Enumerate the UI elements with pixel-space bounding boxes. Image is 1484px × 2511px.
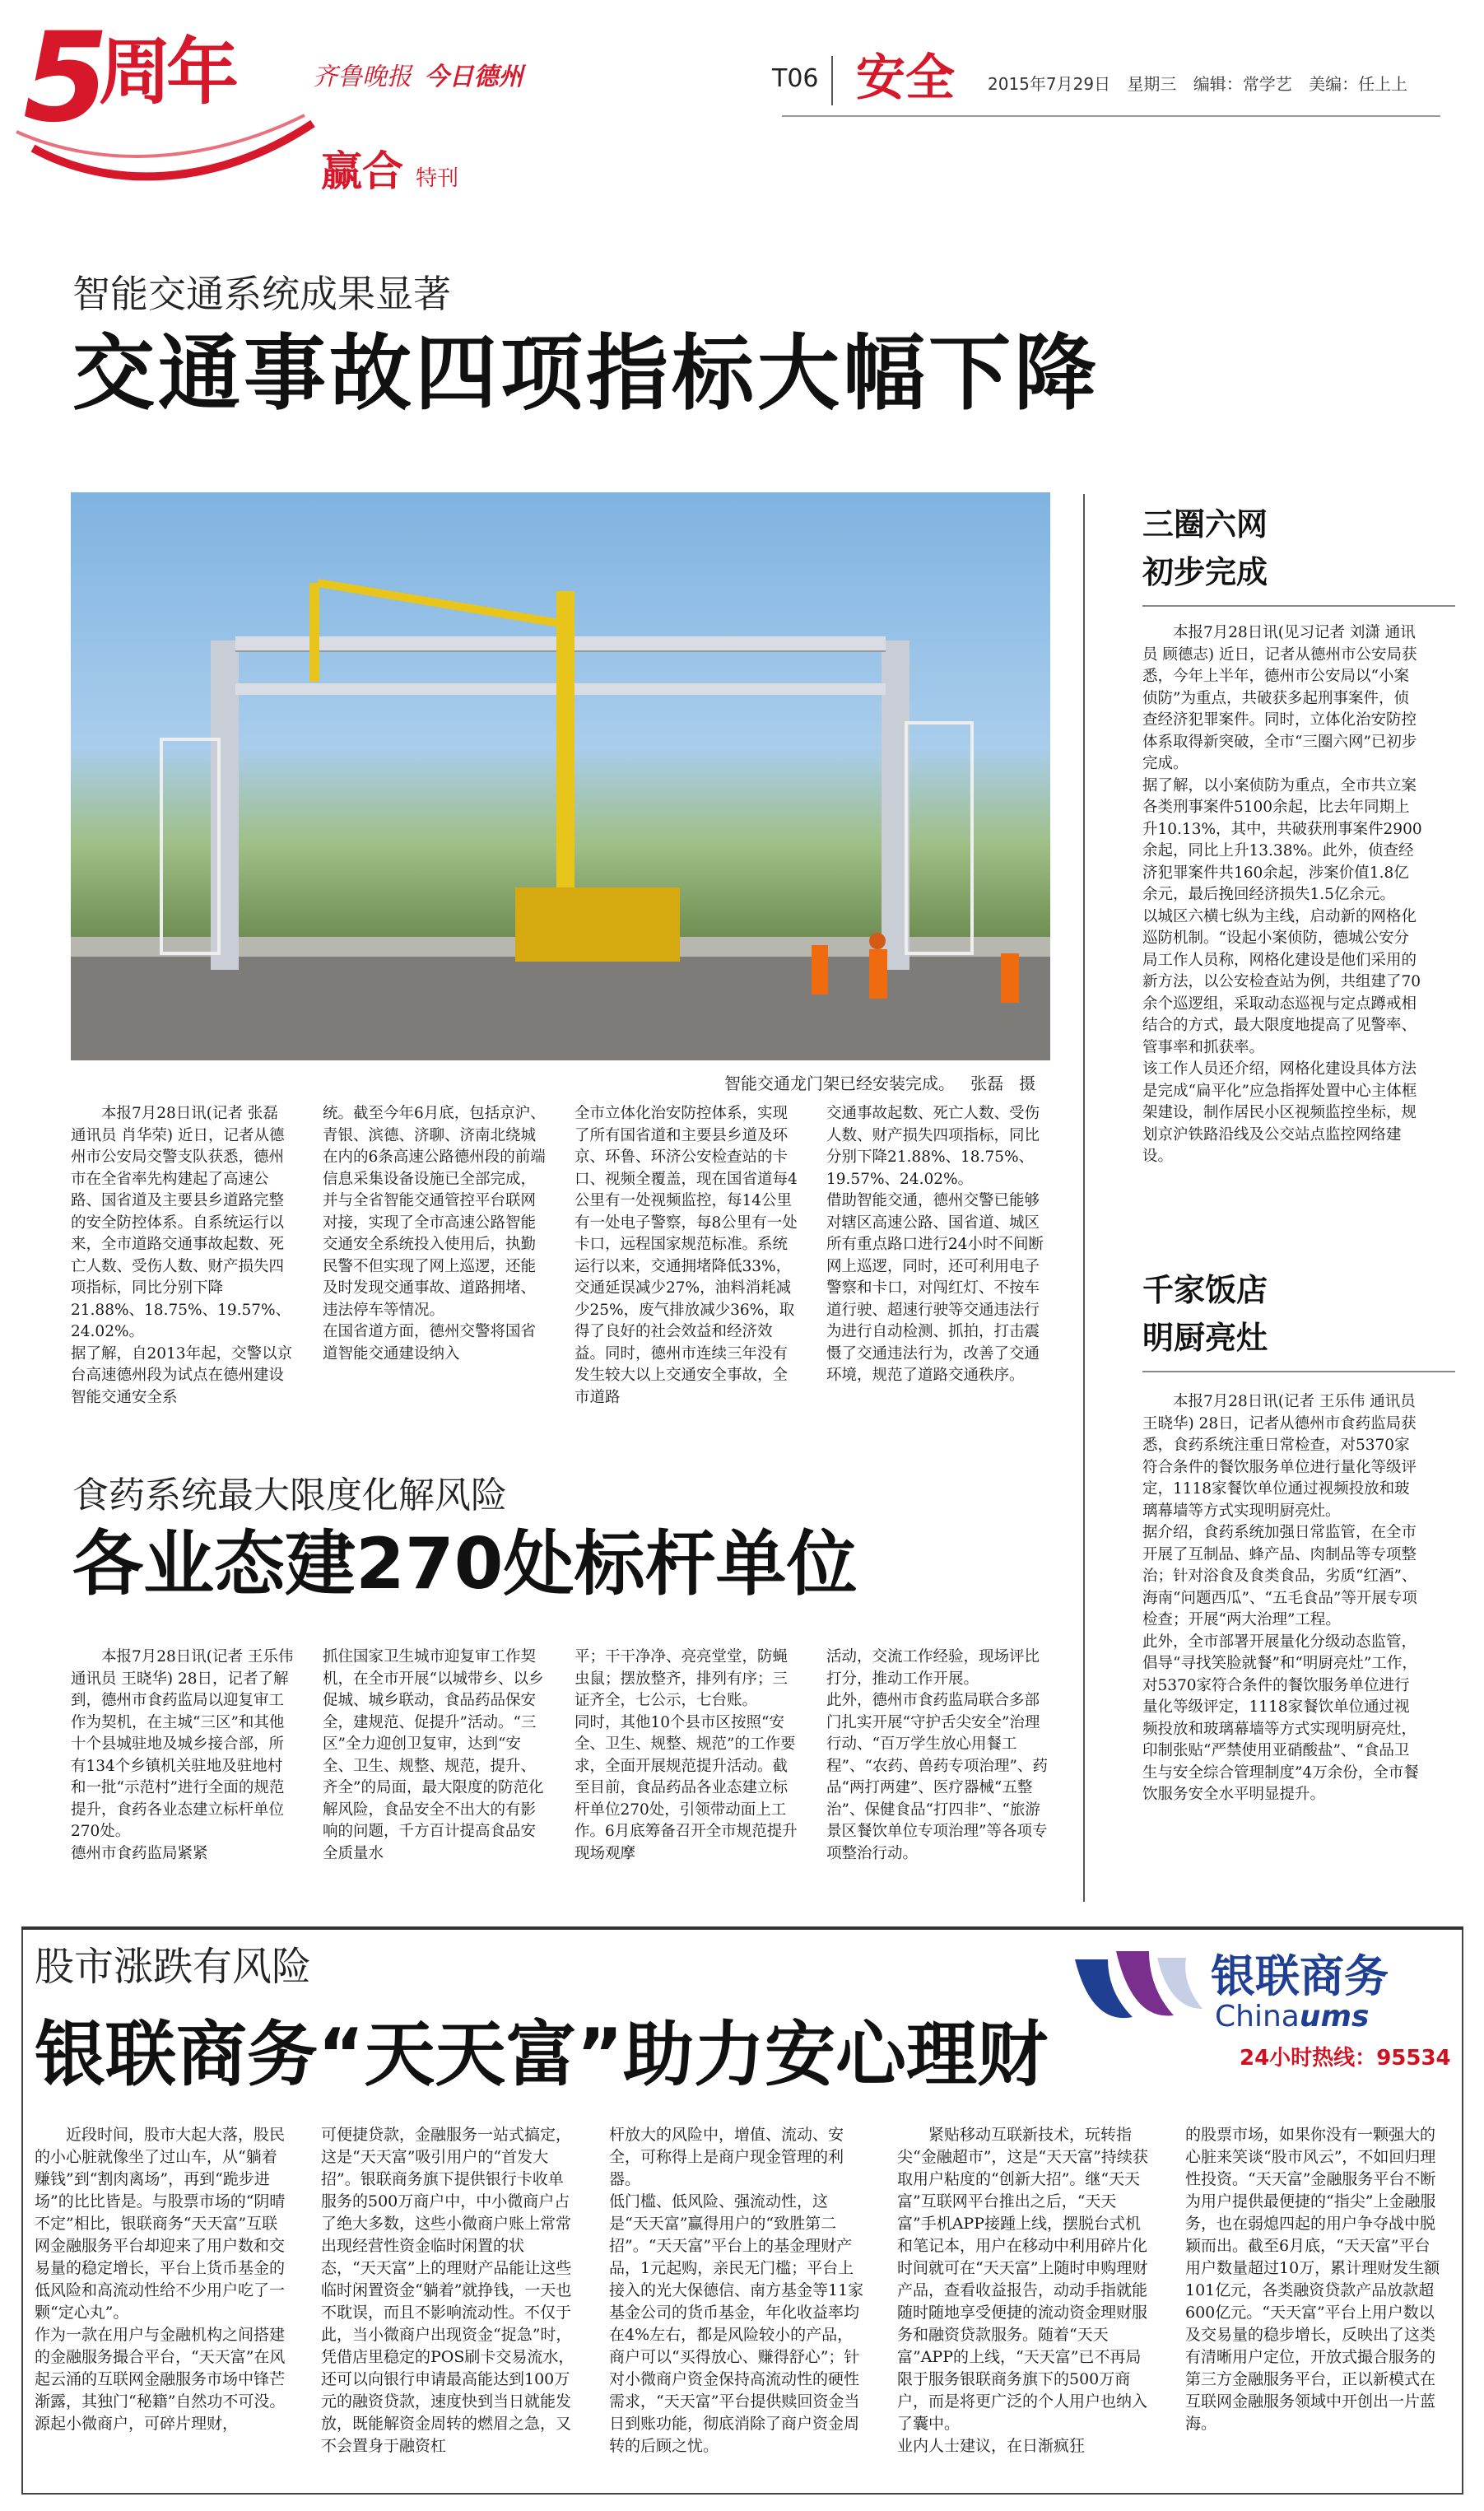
article2-col4 <box>826 1647 1050 1898</box>
gantry-illustration <box>71 492 1050 1060</box>
article2-col3-text: 平；干干净净、亮亮堂堂，防蝇虫鼠；摆放整齐，排列有序；三证齐全，七公示，七台账。 同时，其他10个县市区按照“安全、卫生、规整、规范”的工作要求，全面开展规范提升活动。截至目前，食品药品各业态建立标杆单位270处，引领带动面上工作。6月底筹备召开全市规范提升现场观摩 <box>575 1648 798 1862</box>
issue-date: 2015年7月29日 <box>988 74 1111 94</box>
masthead-rule <box>782 115 1440 117</box>
ad-col3 <box>609 2124 864 2486</box>
anniversary-digit: 5 <box>23 7 109 150</box>
article1-col2-text: 统。截至今年6月底，包括京沪、青银、滨德、济聊、济南北绕城在内的6条高速公路德州段的前端信息采集设备设施已全部完成，并与全省智能交通管控平台联网对接，实现了全市高速公路智能交通安全系统投入使用后，执勤民警不但实现了网上巡逻，还能及时发现交通事故、道路拥堵、违法停车等情况。 在国省道方面，德州交警将国省道智能交通建设纳入 <box>323 1105 546 1363</box>
sidebar2-headline-line2: 明厨亮灶 <box>1142 1320 1268 1356</box>
photo-caption: 智能交通龙门架已经安装完成。 张磊 摄 <box>724 1074 1036 1093</box>
section-name: 安全 <box>856 49 955 107</box>
article1-col2 <box>323 1103 547 1424</box>
sidebar1-headline-line2: 初步完成 <box>1142 554 1268 590</box>
sidebar1-rule <box>1142 605 1455 607</box>
ad-hotline-label: 24小时热线： <box>1240 2046 1377 2071</box>
ad-hotline <box>1240 2045 1451 2071</box>
sidebar1-headline <box>1142 501 1268 596</box>
ad-col4-text: 紧贴移动互联新技术，玩转指尖“金融超市”，这是“天天富”持续获取用户粘度的“创新大招”。继“天天富”互联网平台推出之后，“天天富”手机APP接踵上线，摆脱台式机和笔记本，用户在移动中利用碎片化时间就可在“天天富”上随时申购理财产品，查看收益报告，动动手指就能随时随地享受便捷的流动资金理财服务和融资贷款服务。随着“天天富”APP的上线，“天天富”已不再局限于服务银联商务旗下的500万商户，而是将更广泛的个人用户也纳入了囊中。 业内人士建议，在日渐疯狂 <box>897 2126 1148 2455</box>
traffic-gantry-photo <box>71 492 1050 1060</box>
article1-kicker: 智能交通系统成果显著 <box>72 272 451 316</box>
ad-col2-text: 可便捷贷款，金融服务一站式搞定，这是“天天富”吸引用户的“首发大招”。银联商务旗下提供银行卡收单服务的500万商户中，中小微商户占了绝大多数，这些小微商户账上常常出现经营性资金临时闲置的状态，“天天富”上的理财产品能让这些临时闲置资金“躺着”就挣钱，一天也不耽误，而且不影响流动性。不仅于此，当小微商户出现资金“捉急”时，凭借店里稳定的POS刷卡交易流水，还可以向银行申请最高能达到100万元的融资贷款，速度快到当日就能发放，既能解资金周转的燃眉之急，又不会置身于融资杠 <box>321 2126 575 2455</box>
sidebar2-body-text: 本报7月28日讯(记者 王乐伟 通讯员 王晓华) 28日，记者从德州市食药监局获悉，食药系统注重日常检查，对5370家符合条件的餐饮服务单位进行量化等级评定，1118家餐饮单位通过视频投放和玻璃幕墙等方式实现明厨亮灶。 据介绍，食药系统加强日常监管，在全市开展了互制品、蜂产品、肉制品等专项整治；针对浴食及食类食品，劣质“红酒”、海南“问题西瓜”、“五毛食品”等开展专项检查；开展“两大治理”工程。 此外，全市部署开展量化分级动态监管，倡导“寻找笑脸就餐”和“明厨亮灶”工作，对5370家符合条件的餐饮服务单位进行量化等级评定，1118家餐饮单位通过视频投放和玻璃幕墙等方式实现明厨亮灶，印制张贴“严禁使用亚硝酸盐”、“食品卫生与安全综合管理制度”4万余份，全市餐饮服务安全水平明显提升。 <box>1142 1393 1419 1803</box>
ums-brand-en-ums: ums <box>1299 2000 1370 2033</box>
article1-col3-text: 全市立体化治安防控体系，实现了所有国省道和主要县乡道及环京、环鲁、环济公安检查站的卡口、视频全覆盖，现在国省道每4公里有一处视频监控，每14公里有一处电子警察，每8公里有一处卡口，远程国家规范标准。系统运行以来，交通拥堵降低33%，交通延误减少27%，油料消耗减少25%，废气排放减少36%，取得了良好的社会效益和经济效益。同时，德州市连续三年没有发生较大以上交通安全事故，全市道路 <box>575 1105 798 1406</box>
ums-logo-mark <box>1067 1943 1207 2033</box>
ums-brand-en <box>1215 2001 1369 2033</box>
ad-kicker: 股市涨跌有风险 <box>35 1944 312 1990</box>
ad-col4 <box>897 2124 1152 2486</box>
sidebar-divider <box>1083 494 1085 1902</box>
article1-col1 <box>71 1103 295 1424</box>
issue-designer: 美编：任上上 <box>1309 74 1408 94</box>
sidebar2-headline-line1: 千家饭店 <box>1142 1272 1268 1308</box>
paper-name-text: 齐鲁晚报 <box>313 63 412 91</box>
article2-col2 <box>323 1647 547 1898</box>
ad-col5 <box>1185 2124 1445 2486</box>
issue-info <box>988 71 1407 95</box>
sidebar2-rule <box>1142 1371 1455 1372</box>
article1-col4-text: 交通事故起数、死亡人数、受伤人数、财产损失四项指标，同比分别下降21.88%、18.75%、19.57%、24.02%。 借助智能交通，德州交警已能够对辖区高速公路、国省道、城区所有重点路口进行24小时不间断网上巡逻，同时，还可利用电子警察和卡口，对闯红灯、不按车道行驶、超速行驶等交通违法行为进行自动检测、抓拍，打击震慑了交通违法行为，改善了交通环境，规范了道路交通秩序。 <box>826 1105 1044 1384</box>
ad-col2 <box>321 2124 576 2486</box>
masthead <box>0 0 1484 195</box>
sidebar1-headline-line1: 三圈六网 <box>1142 506 1268 543</box>
paper-name <box>313 56 523 92</box>
article1-col4 <box>826 1103 1050 1424</box>
article1-headline: 交通事故四项指标大幅下降 <box>72 325 1100 422</box>
ad-col3-text: 杆放大的风险中，增值、流动、安全，可称得上是商户现金管理的利器。 低门槛、低风险、强流动性，这是“天天富”赢得用户的“致胜第二招”。“天天富”平台上的基金理财产品，1元起购，亲民无门槛；平台上接入的光大保德信、南方基金等11家基金公司的货币基金，年化收益率均在4%左右，都是风险较小的产品，商户可以“买得放心、赚得舒心”；针对小微商户资金保持高流动性的硬性需求，“天天富”平台提供赎回资金当日到账功能，彻底消除了商户资金周转的后顾之忧。 <box>609 2126 864 2455</box>
ad-col1 <box>35 2124 290 2486</box>
ad-hotline-number: 95534 <box>1376 2046 1451 2071</box>
ad-headline: 银联商务“天天富”助力安心理财 <box>35 2014 1049 2096</box>
article2-col1-text: 本报7月28日讯(记者 王乐伟 通讯员 王晓华) 28日，记者了解到，德州市食药监局以迎复审工作为契机，在主城“三区”和其他十个县城驻地及城乡接合部，所有134个乡镇机关驻地及驻地村和一批“示范村”进行全面的规范提升，食药各业态建立标杆单位270处。 德州市食药监局紧紧 <box>71 1648 294 1862</box>
paper-tagline: 今日德州 <box>424 63 523 91</box>
article2-col4-text: 活动，交流工作经验，现场评比打分，推动工作开展。 此外，德州市食药监局联合多部门扎实开展“守护舌尖安全”治理行动、“百万学生放心用餐工程”、“农药、兽药专项治理”、药品“两打两建”、医疗器械“五整治”、保健食品“打四非”、“旅游景区餐饮单位专项治理”等各项专项整治行动。 <box>826 1648 1048 1862</box>
article2-kicker: 食药系统最大限度化解风险 <box>72 1474 507 1516</box>
sidebar1-body-text: 本报7月28日讯(见习记者 刘潇 通讯员 顾德志) 近日，记者从德州市公安局获悉，今年上半年，德州市公安局以“小案侦防”为重点，共破获多起刑事案件，侦查经济犯罪案件。同时，立体化治安防控体系取得新突破，全市“三圈六网”已初步完成。 据了解，以小案侦防为重点，全市共立案各类刑事案件5100余起，比去年同期上升10.13%，其中，共破获刑事案件2900余起，同比上升13.38%。此外，侦查经济犯罪案件共160余起，涉案价值1.8亿余元，最后挽回经济损失1.5亿余元。 以城区六横七纵为主线，启动新的网格化巡防机制。“设起小案侦防，德城公安分局工作人员称，网格化建设是他们采用的新方法，以公安检查站为例，共组建了70余个巡逻组，采取动态巡视与定点蹲戒相结合的方式，最大限度地提高了见警率、管事率和抓获率。 该工作人员还介绍，网格化建设具体方法是完成“扁平化”应急指挥处置中心主体框架建设，制作居民小区视频监控坐标，规划京沪铁路沿线及公交站点监控网络建设。 <box>1142 624 1422 1165</box>
ums-logo <box>1067 1943 1454 2042</box>
ad-col5-text: 的股票市场，如果你没有一颗强大的心脏来笑谈“股市风云”，不如回归理性投资。“天天富”金融服务平台不断为用户提供最便捷的“指尖”上金融服务，也在弱熄四起的用户争夺战中脱颖而出。截至6月底，“天天富”平台用户数量超过10万，累计理财发生额101亿元，各类融资贷款产品放款超600亿元。“天天富”平台上用户数以及交易量的稳步增长，反映出了这类有清晰用户定位，开放式撮合服务的第三方金融服务平台，正以新模式在互联网金融服务领域中开创出一片蓝海。 <box>1185 2126 1440 2433</box>
page-number: T06 <box>772 64 819 93</box>
sidebar2-headline <box>1142 1266 1268 1362</box>
article1-col3 <box>575 1103 798 1424</box>
sidebar2-body <box>1142 1391 1422 1894</box>
issue-weekday: 星期三 <box>1127 74 1177 94</box>
ad-col1-text: 近段时间，股市大起大落，股民的小心脏就像坐了过山车，从“躺着赚钱”到“割肉离场”，再到“跪步进场”的比比皆是。与股票市场的“阴晴不定”相比，银联商务“天天富”互联网金融服务平台却迎来了用户数和交易量的稳定增长，平台上货币基金的低风险和高流动性给不少用户吃了一颗“定心丸”。 作为一款在用户与金融机构之间搭建的金融服务撮合平台，“天天富”在风起云涌的互联网金融服务市场中锋芒渐露，其独门“秘籍”自然功不可没。 源起小微商户，可碎片理财， <box>35 2126 286 2433</box>
special-title-text: 赢合 <box>321 147 403 195</box>
sidebar1-body <box>1142 622 1422 1215</box>
special-suffix: 特刊 <box>416 166 459 191</box>
ums-brand-en-china: China <box>1215 2000 1300 2033</box>
ums-brand-cn: 银联商务 <box>1211 1950 1389 2002</box>
article2-headline: 各业态建270处标杆单位 <box>72 1523 858 1605</box>
ad-top-rule <box>21 1926 1463 1930</box>
article1-col1-text: 本报7月28日讯(记者 张磊 通讯员 肖华荣) 近日，记者从德州市公安局交警支队获悉，德州市在全省率先构建起了高速公路、国省道及主要县乡道路完整的安全防控体系。自系统运行以来，全市道路交通事故起数、死亡人数、受伤人数、财产损失四项指标，同比分别下降21.88%、18.75%、19.57%、24.02%。 据了解，自2013年起，交警以京台高速德州段为试点在德州建设智能交通安全系 <box>71 1105 293 1406</box>
special-title <box>321 138 458 198</box>
article2-col2-text: 抓住国家卫生城市迎复审工作契机，在全市开展“以城带乡、以乡促城、城乡联动，食品药品保安全，建规范、促提升”活动。“三区”全力迎创卫复审，达到“安全、卫生、规整、规范，提升、齐全”的局面，最大限度的防范化解风险，食品安全不出大的有影响的问题，千方百计提高食品安全质量水 <box>323 1648 544 1862</box>
article2-col1 <box>71 1647 295 1898</box>
anniversary-chars: 周年 <box>99 30 235 114</box>
article2-col3 <box>575 1647 798 1898</box>
masthead-divider <box>831 56 833 105</box>
issue-editor: 编辑：常学艺 <box>1193 74 1292 94</box>
